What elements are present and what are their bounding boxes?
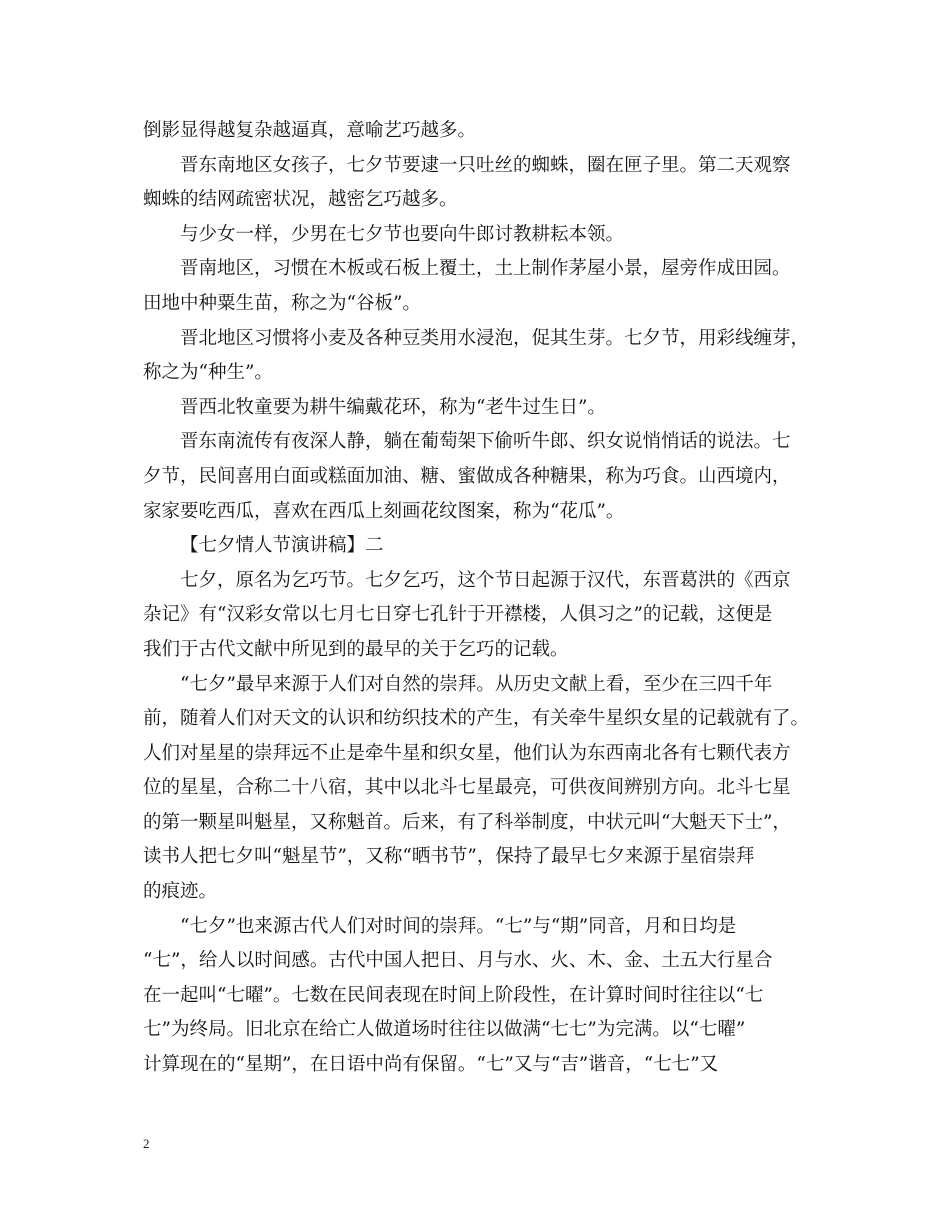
text-line: 位的星星，合称二十八宿，其中以北斗七星最亮，可供夜间辨别方向。北斗七星 (143, 777, 791, 799)
text-line: 读书人把七夕叫“魁星节”，又称“晒书节”，保持了最早七夕来源于星宿崇拜 (143, 846, 755, 868)
text-line: “七”，给人以时间感。古代中国人把日、月与水、火、木、金、土五大行星合 (143, 950, 773, 972)
text-line: 与少女一样，少男在七夕节也要向牛郎讨教耕耘本领。 (180, 223, 625, 245)
text-line: 前，随着人们对天文的认识和纺织技术的产生，有关牵牛星织女星的记载就有了。 (143, 708, 810, 730)
text-line: 家家要吃西瓜，喜欢在西瓜上刻画花纹图案，称为“花瓜”。 (143, 500, 625, 522)
text-line: 人们对星星的崇拜远不止是牵牛星和织女星，他们认为东西南北各有七颗代表方 (143, 742, 791, 764)
text-line: 晋西北牧童要为耕牛编戴花环，称为“老牛过生日”。 (180, 396, 606, 418)
text-line: “七夕”最早来源于人们对自然的崇拜。从历史文献上看，至少在三四千年 (180, 673, 773, 695)
text-line: 晋东南地区女孩子，七夕节要逮一只吐丝的蜘蛛，圈在匣子里。第二天观察 (180, 154, 791, 176)
page-number: 2 (143, 1136, 150, 1151)
text-line: 杂记》有“汉彩女常以七月七日穿七孔针于开襟楼，人俱习之”的记载，这便是 (143, 604, 773, 626)
text-line: 晋东南流传有夜深人静，躺在葡萄架下偷听牛郎、织女说悄悄话的说法。七 (180, 431, 791, 453)
text-line: 倒影显得越复杂越逼真，意喻艺巧越多。 (143, 120, 477, 141)
document-body (143, 114, 809, 1083)
text-line: “七夕”也来源古代人们对时间的崇拜。“七”与“期”同音，月和日均是 (180, 915, 737, 937)
text-line: 在一起叫“七曜”。七数在民间表现在时间上阶段性，在计算时间时往往以“七 (143, 984, 764, 1006)
text-line: 的痕迹。 (143, 881, 218, 903)
text-line: 【七夕情人节演讲稿】二 (180, 535, 384, 557)
text-line: 田地中种粟生苗，称之为“谷板”。 (143, 292, 421, 314)
text-line: 蜘蛛的结网疏密状况，越密乞巧越多。 (143, 189, 458, 211)
text-line: 称之为“种生”。 (143, 362, 273, 384)
text-line: 我们于古代文献中所见到的最早的关于乞巧的记载。 (143, 638, 569, 660)
text-line: 七”为终局。旧北京在给亡人做道场时往往以做满“七七”为完满。以“七曜” (143, 1019, 746, 1041)
text-line: 计算现在的“星期”，在日语中尚有保留。“七”又与“吉”谐音，“七七”又 (143, 1054, 719, 1076)
text-line: 晋南地区，习惯在木板或石板上覆土，土上制作茅屋小景，屋旁作成田园。 (180, 258, 791, 280)
text-line: 晋北地区习惯将小麦及各种豆类用水浸泡，促其生芽。七夕节，用彩线缠芽， (180, 327, 810, 349)
text-line: 夕节，民间喜用白面或糕面加油、糖、蜜做成各种糖果，称为巧食。山西境内， (143, 465, 791, 487)
text-line: 的第一颗星叫魁星，又称魁首。后来，有了科举制度，中状元叫“大魁天下士”， (143, 811, 791, 833)
text-line: 七夕，原名为乞巧节。七夕乞巧，这个节日起源于汉代，东晋葛洪的《西京 (180, 569, 791, 591)
